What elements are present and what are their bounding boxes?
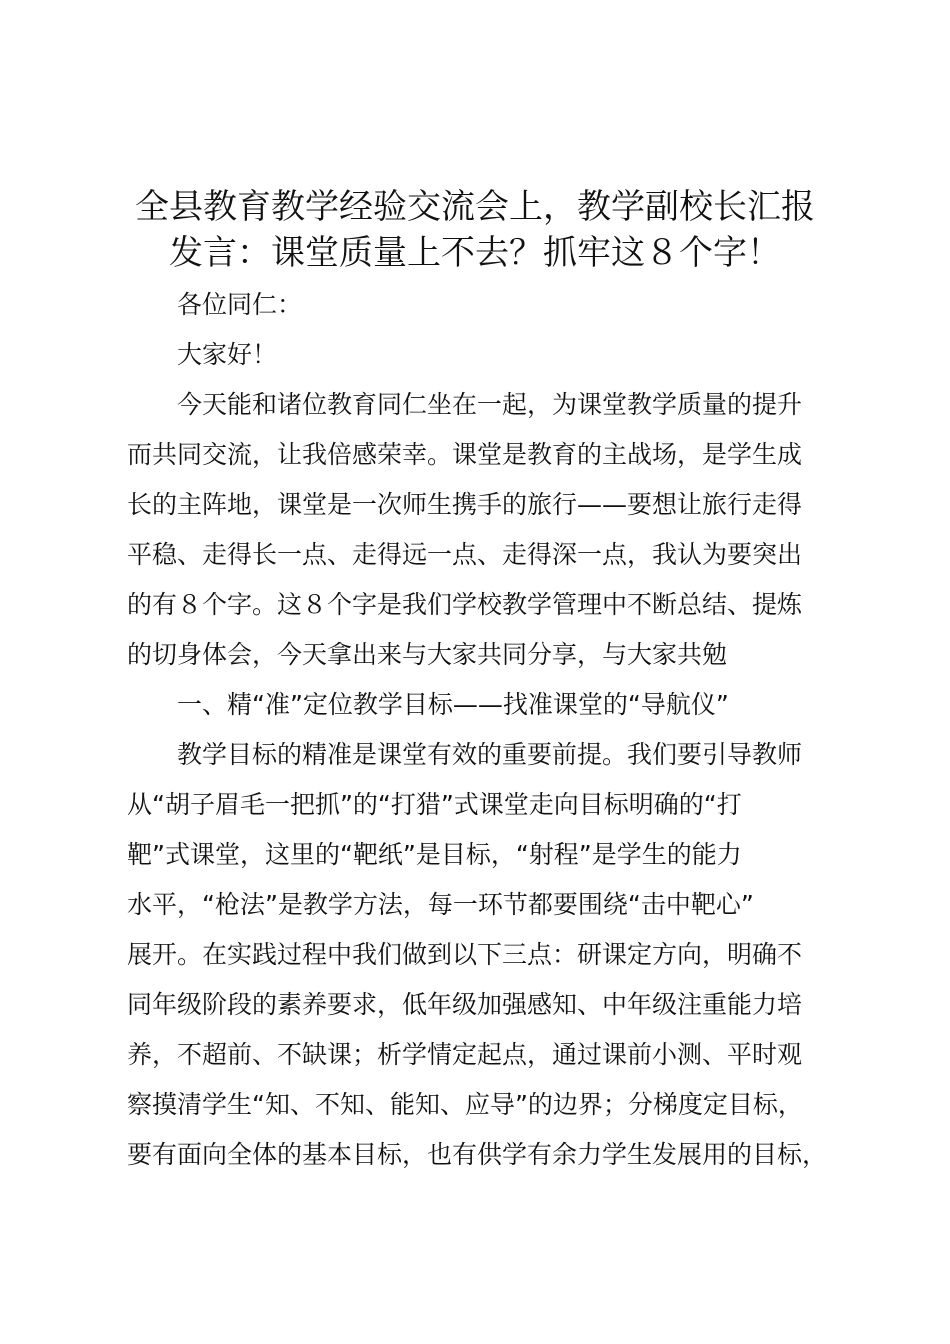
- section-line: 同年级阶段的素养要求，低年级加强感知、中年级注重能力培: [127, 990, 803, 1019]
- intro-line: 而共同交流，让我倍感荣幸。课堂是教育的主战场，是学生成: [127, 440, 803, 469]
- title-line-1: 全县教育教学经验交流会上，教学副校长汇报: [135, 187, 815, 227]
- intro-paragraph: [127, 380, 832, 680]
- intro-line: 今天能和诸位教育同仁坐在一起，为课堂教学质量的提升: [177, 390, 803, 419]
- intro-line: 平稳、走得长一点、走得远一点、走得深一点，我认为要突出: [127, 540, 803, 569]
- section-line: 水平，“枪法”是教学方法，每一环节都要围绕“击中靶心”: [127, 890, 754, 919]
- section-line: 要有面向全体的基本目标，也有供学有余力学生发展用的目标，: [127, 1140, 828, 1169]
- intro-line: 长的主阵地，课堂是一次师生携手的旅行——要想让旅行走得: [127, 490, 803, 519]
- section-line: 教学目标的精准是课堂有效的重要前提。我们要引导教师: [177, 740, 803, 769]
- section-line: 从“胡子眉毛一把抓”的“打猎”式课堂走向目标明确的“打: [127, 790, 742, 819]
- document-body: [127, 280, 832, 1180]
- intro-line: 的切身体会，今天拿出来与大家共同分享，与大家共勉: [127, 640, 728, 669]
- greeting: 大家好！: [177, 340, 278, 369]
- title-line-2: 发言：课堂质量上不去？抓牢这８个字！: [169, 233, 781, 273]
- document-title: [110, 184, 840, 276]
- section-heading: 一、精“准”定位教学目标——找准课堂的“导航仪”: [177, 690, 729, 719]
- section-line: 察摸清学生“知、不知、能知、应导”的边界；分梯度定目标，: [127, 1090, 803, 1119]
- section-paragraph: [127, 730, 832, 1180]
- section-line: 靶”式课堂，这里的“靶纸”是目标，“射程”是学生的能力: [127, 840, 742, 869]
- intro-line: 的有８个字。这８个字是我们学校教学管理中不断总结、提炼: [127, 590, 803, 619]
- section-line: 展开。在实践过程中我们做到以下三点：研课定方向，明确不: [127, 940, 803, 969]
- section-line: 养，不超前、不缺课；析学情定起点，通过课前小测、平时观: [127, 1040, 803, 1069]
- salutation: 各位同仁：: [177, 290, 303, 319]
